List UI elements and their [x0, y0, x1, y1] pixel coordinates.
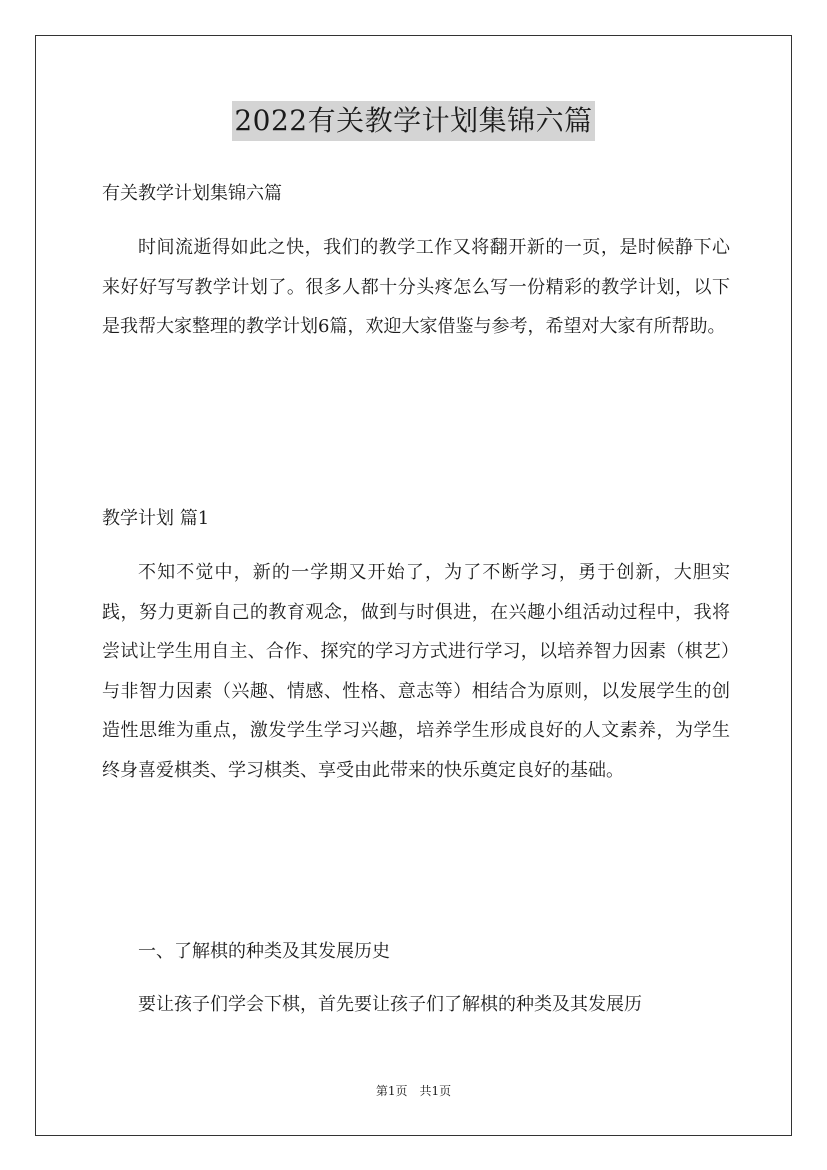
section-heading: 教学计划 篇1: [102, 508, 210, 529]
section-paragraph: 不知不觉中，新的一学期又开始了，为了不断学习，勇于创新，大胆实践，努力更新自己的教育观念，做到与时俱进，在兴趣小组活动过程中，我将尝试让学生用自主、合作、探究的学习方式进行学习，以培养智力因素（棋艺）与非智力因素（兴趣、情感、性格、意志等）相结合为原则，以发展学生的创造性思维为重点，激发学生学习兴趣，培养学生形成良好的人文素养，为学生终身喜爱棋类、学习棋类、享受由此带来的快乐奠定良好的基础。: [102, 562, 730, 781]
page-footer: 第1页 共1页: [375, 1084, 452, 1098]
document-subtitle: 有关教学计划集锦六篇: [102, 183, 282, 204]
intro-paragraph: 时间流逝得如此之快，我们的教学工作又将翻开新的一页，是时候静下心来好好写写教学计划了。很多人都十分头疼怎么写一份精彩的教学计划，以下是我帮大家整理的教学计划6篇，欢迎大家借鉴与参考，希望对大家有所帮助。: [102, 237, 730, 337]
document-title: [0, 100, 827, 141]
subheading: 一、了解棋的种类及其发展历史: [138, 941, 390, 962]
document-title-text: 2022有关教学计划集锦六篇: [232, 101, 594, 141]
last-paragraph: 要让孩子们学会下棋，首先要让孩子们了解棋的种类及其发展历: [138, 994, 642, 1015]
